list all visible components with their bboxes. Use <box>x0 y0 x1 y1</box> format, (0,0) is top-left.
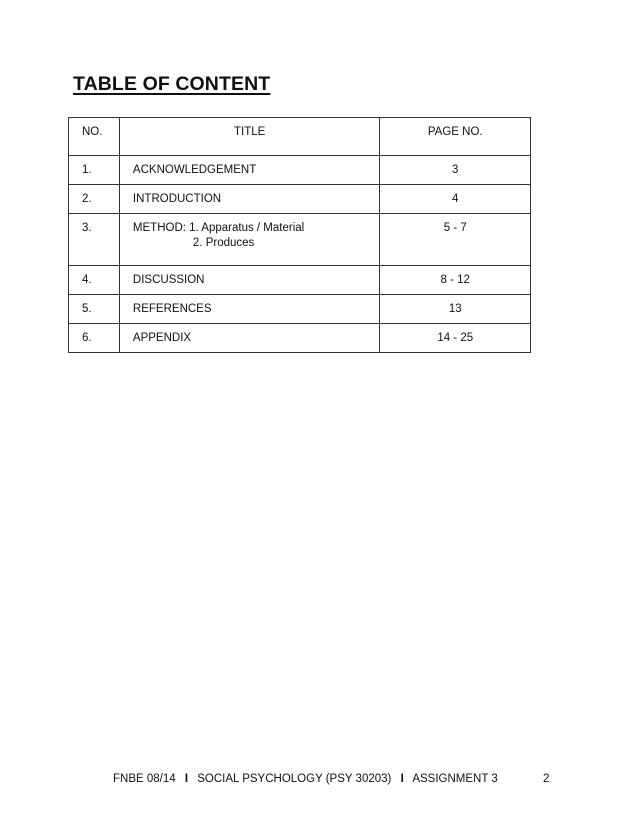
table-of-content <box>68 117 531 353</box>
row-page: 14 - 25 <box>380 324 531 353</box>
row-title: METHOD: 1. Apparatus / Material <box>132 222 305 234</box>
row-title-multiline <box>119 214 380 266</box>
table-row <box>69 324 531 353</box>
row-page: 3 <box>380 156 531 185</box>
table-row <box>69 295 531 324</box>
row-title: INTRODUCTION <box>119 185 380 214</box>
footer-subject: SOCIAL PSYCHOLOGY (PSY 30203) <box>197 773 392 785</box>
page-number: 2 <box>543 773 550 785</box>
row-no: 2. <box>69 185 120 214</box>
header-title: TITLE <box>119 118 380 156</box>
row-page: 4 <box>380 185 531 214</box>
table-row <box>69 156 531 185</box>
row-title: REFERENCES <box>119 295 380 324</box>
table-header-row <box>69 118 531 156</box>
row-no: 4. <box>69 266 120 295</box>
row-title: APPENDIX <box>119 324 380 353</box>
footer-separator: I <box>400 773 404 785</box>
footer-separator: I <box>184 773 189 785</box>
footer-course-code: FNBE 08/14 <box>113 773 176 785</box>
footer-assignment: ASSIGNMENT 3 <box>412 773 498 785</box>
row-page: 13 <box>380 295 531 324</box>
row-no: 1. <box>69 156 120 185</box>
page-footer <box>113 773 498 785</box>
table-row <box>69 214 531 266</box>
header-no: NO. <box>69 118 120 156</box>
table-row <box>69 185 531 214</box>
page-title: TABLE OF CONTENT <box>73 73 271 95</box>
row-page: 8 - 12 <box>380 266 531 295</box>
row-subtitle: 2. Produces <box>192 237 255 249</box>
table-row <box>69 266 531 295</box>
header-page-no: PAGE NO. <box>380 118 531 156</box>
row-no: 5. <box>69 295 120 324</box>
row-title: ACKNOWLEDGEMENT <box>119 156 380 185</box>
row-no: 3. <box>69 214 120 266</box>
row-page: 5 - 7 <box>380 214 531 266</box>
row-no: 6. <box>69 324 120 353</box>
row-title: DISCUSSION <box>119 266 380 295</box>
